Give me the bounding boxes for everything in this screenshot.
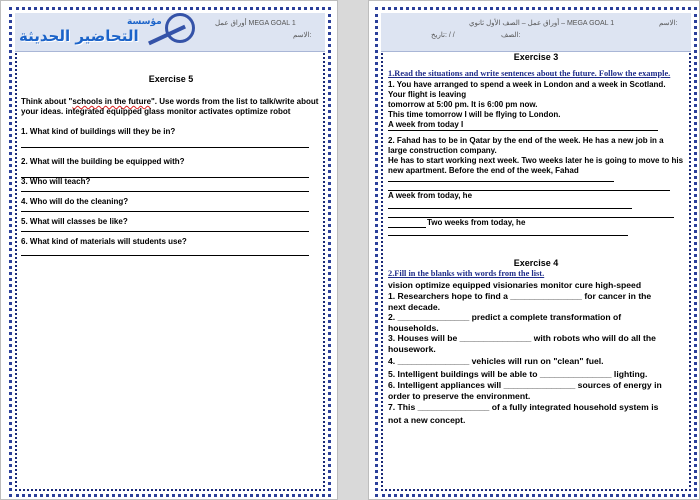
- question-6: 6. What kind of materials will students use?: [21, 237, 187, 246]
- header-name-label: الاسم:: [659, 20, 678, 27]
- exercise-3-instruction: 1.Read the situations and write sentences about the future. Follow the example.: [388, 69, 671, 78]
- logo-caption: مؤسسة: [127, 17, 162, 27]
- situation-2-line: 2. Fahad has to be in Qatar by the end of the week. He has a new job in a: [388, 136, 664, 145]
- item-text: 3. Houses will be: [388, 333, 460, 343]
- answer-line[interactable]: [388, 227, 426, 228]
- item-text: 2.: [388, 312, 398, 322]
- logo-text: التحاضير الحديثة: [19, 27, 139, 45]
- prompt-two-weeks: Two weeks from today, he: [427, 218, 526, 227]
- question-3: 3. Who will teach?: [21, 177, 91, 186]
- question-2: 2. What will the building be equipped with?: [21, 157, 185, 166]
- exercise-5-title: Exercise 5: [148, 74, 194, 84]
- situation-2-line: He has to start working next week. Two weeks later he is going to move to his: [388, 156, 684, 165]
- answer-line[interactable]: [21, 231, 309, 232]
- item-text: 7. This: [388, 402, 418, 412]
- item-text: sources of energy in: [575, 380, 662, 390]
- item-text: vehicles will run on "clean" fuel.: [469, 356, 604, 366]
- answer-line[interactable]: [388, 181, 614, 182]
- item-text: 4.: [388, 356, 398, 366]
- item-text: order to preserve the environment.: [388, 390, 531, 401]
- blank[interactable]: _______________: [539, 369, 612, 379]
- intro-prefix: Think about ": [21, 97, 73, 106]
- fill-item-5: [388, 369, 688, 380]
- exercise-5-intro: [21, 97, 321, 117]
- item-text: for cancer in the: [581, 291, 652, 301]
- intro-suffix: ". Use words from the list to talk/write about your ideas.: [21, 97, 319, 116]
- header-title: أوراق عمل – الصف الأول ثانوي – MEGA GOAL 1: [469, 20, 615, 27]
- word-list: integrated equipped glass monitor activates optimize robot: [63, 107, 291, 116]
- item-text: 1. Researchers hope to find a: [388, 291, 511, 301]
- answer-line[interactable]: [388, 208, 632, 209]
- situation-1-line: tomorrow at 5:00 pm. It is 6:00 pm now.: [388, 100, 538, 109]
- blank[interactable]: _______________: [397, 312, 470, 322]
- page-header: [381, 13, 691, 52]
- header-date-label: تاريخ: / /: [431, 32, 455, 39]
- prompt-week: A week from today, he: [388, 191, 473, 200]
- header-name-label: الاسم:: [293, 32, 312, 39]
- item-text: not a new concept.: [388, 415, 466, 425]
- fill-item-6: [388, 380, 688, 401]
- exercise-4-instruction: 2.Fill in the blanks with words from the list.: [388, 269, 545, 278]
- item-text: next decade.: [388, 301, 441, 312]
- blank[interactable]: _______________: [510, 291, 582, 301]
- header-class-label: الصف:: [501, 32, 521, 39]
- worksheet-page-right: [368, 0, 700, 500]
- intro-topic: schools in the future: [72, 97, 152, 106]
- item-text: predict a complete transformation of: [469, 312, 622, 322]
- blank[interactable]: _______________: [397, 356, 470, 366]
- fill-item-3: [388, 333, 688, 354]
- example-answer: This time tomorrow I will be flying to London.: [388, 110, 561, 119]
- item-text: of a fully integrated household system is: [489, 402, 659, 412]
- blank[interactable]: _______________: [503, 380, 576, 390]
- answer-line[interactable]: [21, 255, 309, 256]
- item-text: households.: [388, 322, 439, 333]
- page-header: [15, 13, 325, 52]
- fill-item-1: [388, 291, 688, 312]
- fill-item-2: [388, 312, 688, 333]
- exercise-4-title: Exercise 4: [513, 258, 559, 268]
- question-1: 1. What kind of buildings will they be in?: [21, 127, 176, 136]
- item-text: housework.: [388, 343, 436, 354]
- item-text: with robots who will do all the: [531, 333, 656, 343]
- fill-item-4: [388, 356, 688, 367]
- question-5: 5. What will classes be like?: [21, 217, 128, 226]
- answer-line[interactable]: [388, 235, 628, 236]
- situation-1-line: 1. You have arranged to spend a week in London and a week in Scotland.: [388, 80, 666, 89]
- worksheet-page-left: [0, 0, 338, 500]
- publisher-logo: [15, 13, 230, 51]
- answer-line[interactable]: [21, 191, 309, 192]
- item-text: 6. Intelligent appliances will: [388, 380, 504, 390]
- exercise-4-word-list: vision optimize equipped visionaries monitor cure high-speed: [388, 280, 642, 290]
- answer-line[interactable]: [21, 147, 309, 148]
- header-title: أوراق عمل MEGA GOAL 1: [215, 20, 296, 27]
- answer-line[interactable]: [21, 211, 309, 212]
- exercise-3-title: Exercise 3: [513, 52, 559, 62]
- item-text: lighting.: [611, 369, 648, 379]
- question-4: 4. Who will do the cleaning?: [21, 197, 129, 206]
- blank[interactable]: _______________: [417, 402, 490, 412]
- situation-1-line: Your flight is leaving: [388, 90, 467, 99]
- fill-item-7: [388, 401, 688, 427]
- blank[interactable]: _______________: [459, 333, 532, 343]
- answer-line[interactable]: [388, 130, 658, 131]
- situation-2-line: new apartment. Before the end of the week, Fahad: [388, 166, 579, 175]
- item-text: 5. Intelligent buildings will be able to: [388, 369, 540, 379]
- situation-2-line: large construction company.: [388, 146, 497, 155]
- prompt-week-from-today: A week from today I: [388, 120, 464, 129]
